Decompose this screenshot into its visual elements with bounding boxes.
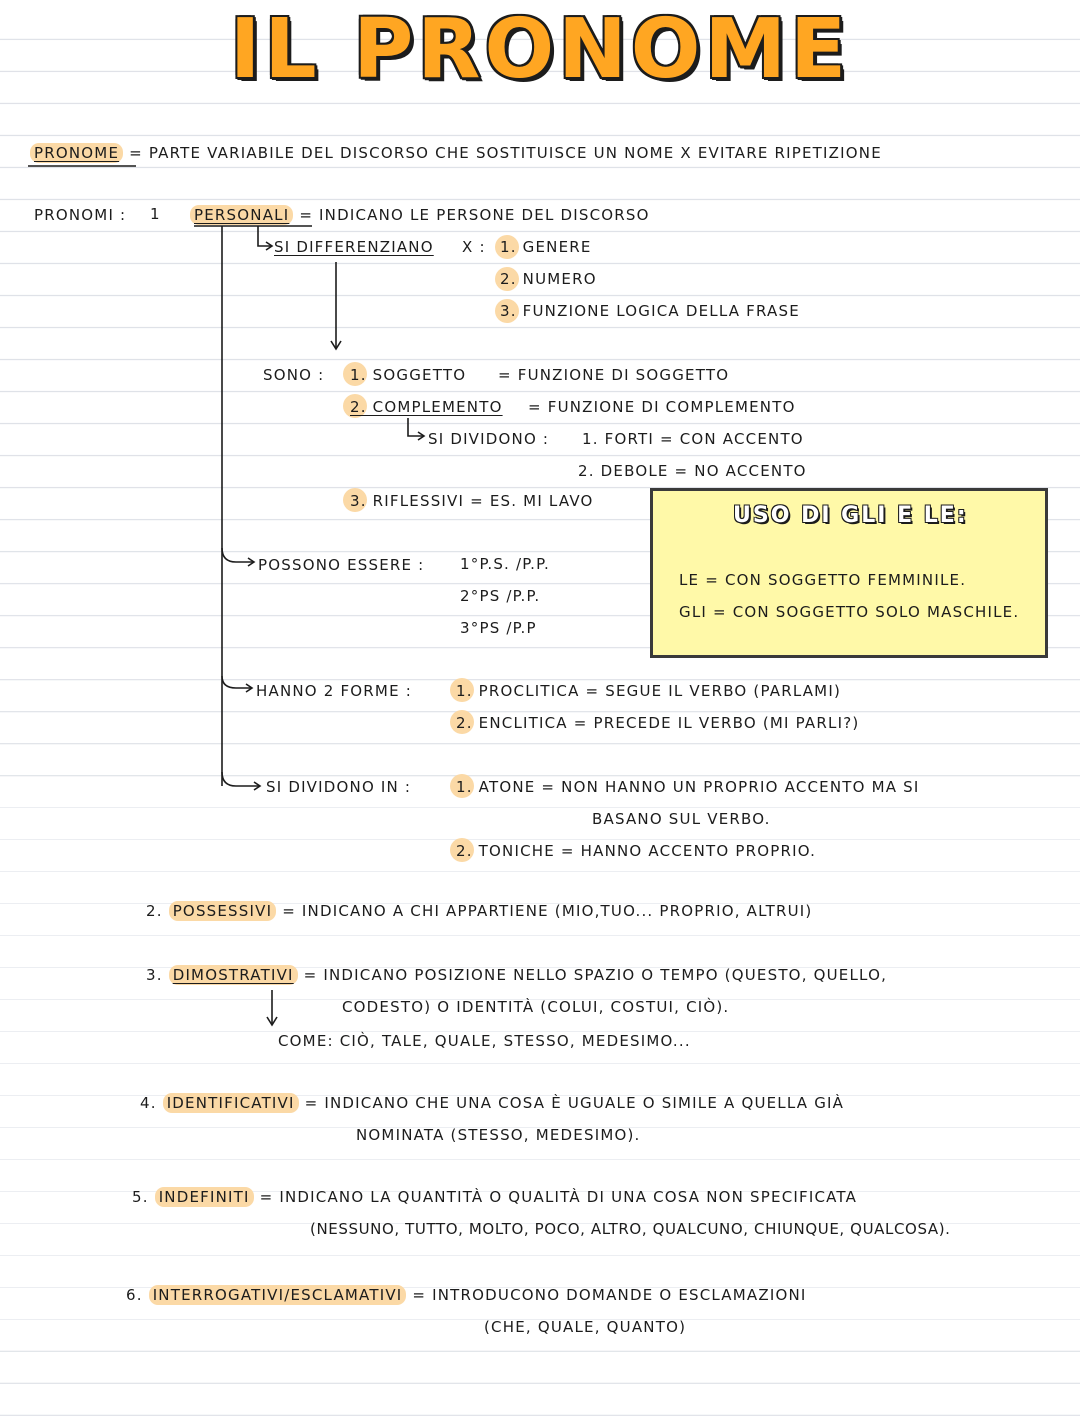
identificativi-term: IDENTIFICATIVI bbox=[163, 1093, 299, 1113]
interrogativi-term: INTERROGATIVI/ESCLAMATIVI bbox=[149, 1285, 407, 1305]
uso-gli: GLI = CON SOGGETTO SOLO MASCHILE. bbox=[679, 603, 1020, 621]
definition-term: PRONOME bbox=[30, 143, 123, 163]
possessivi-def: = INDICANO A CHI APPARTIENE (MIO,TUO... PROPRIO, ALTRUI) bbox=[282, 902, 813, 920]
indefiniti-term: INDEFINITI bbox=[155, 1187, 254, 1207]
personali-def: = INDICANO LE PERSONE DEL DISCORSO bbox=[299, 206, 650, 224]
forti: 1. FORTI = CON ACCENTO bbox=[582, 430, 804, 448]
diff-item: 1. GENERE bbox=[500, 238, 592, 256]
arrow-dividono bbox=[408, 418, 424, 436]
sono-1-def: = FUNZIONE DI SOGGETTO bbox=[498, 366, 730, 384]
forme-label: HANNO 2 FORME : bbox=[256, 682, 412, 700]
forma-2: 2. ENCLITICA = PRECEDE IL VERBO (MI PARLI?) bbox=[456, 714, 860, 732]
indefiniti-def: = INDICANO LA QUANTITÀ O QUALITÀ DI UNA COSA NON SPECIFICATA bbox=[259, 1188, 858, 1206]
dividono-label: SI DIVIDONO : bbox=[428, 430, 550, 448]
arrow-differenziano bbox=[258, 226, 272, 246]
sono-label: SONO : bbox=[263, 366, 325, 384]
dimostrativi-def: = INDICANO POSIZIONE NELLO SPAZIO O TEMPO (QUESTO, QUELLO, bbox=[303, 966, 888, 984]
interrogativi-number: 6. bbox=[126, 1286, 143, 1304]
persona-row: 2°PS /P.P. bbox=[460, 587, 541, 605]
dimostrativi-come: COME: CIÒ, TALE, QUALE, STESSO, MEDESIMO... bbox=[278, 1032, 691, 1050]
branch-forme bbox=[222, 676, 252, 688]
persona-row: 1°P.S. /P.P. bbox=[460, 555, 550, 573]
atone-1b: BASANO SUL VERBO. bbox=[592, 810, 771, 828]
identificativi-number: 4. bbox=[140, 1094, 157, 1112]
diff-item: 2. NUMERO bbox=[500, 270, 597, 288]
atone-label: SI DIVIDONO IN : bbox=[266, 778, 412, 796]
persona-row: 3°PS /P.P bbox=[460, 619, 537, 637]
possono-label: POSSONO ESSERE : bbox=[258, 556, 425, 574]
sono-2-def: = FUNZIONE DI COMPLEMENTO bbox=[528, 398, 796, 416]
possessivi-term: POSSESSIVI bbox=[169, 901, 277, 921]
identificativi-def: = INDICANO CHE UNA COSA È UGUALE O SIMILE A QUELLA GIÀ bbox=[304, 1094, 845, 1112]
dimostrativi-term: DIMOSTRATIVI bbox=[169, 965, 298, 985]
dimostrativi-def2: CODESTO) O IDENTITÀ (COLUI, COSTUI, CIÒ). bbox=[342, 998, 730, 1016]
definition-text: = PARTE VARIABILE DEL DISCORSO CHE SOSTITUISCE UN NOME X EVITARE RIPETIZIONE bbox=[129, 144, 882, 162]
differenziano-x: X : bbox=[462, 238, 486, 256]
riflessivi: 3. RIFLESSIVI = ES. MI LAVO bbox=[350, 492, 594, 510]
interrogativi-def2: (CHE, QUALE, QUANTO) bbox=[484, 1318, 687, 1336]
diff-item: 3. FUNZIONE LOGICA DELLA FRASE bbox=[500, 302, 800, 320]
pronomi-label: PRONOMI : bbox=[34, 206, 127, 224]
differenziano-label: SI DIFFERENZIANO bbox=[274, 238, 434, 256]
identificativi-def2: NOMINATA (STESSO, MEDESIMO). bbox=[356, 1126, 641, 1144]
uso-box-title: USO DI GLI E LE: bbox=[733, 503, 968, 528]
sono-2: 2. COMPLEMENTO bbox=[350, 398, 503, 416]
indefiniti-number: 5. bbox=[132, 1188, 149, 1206]
forma-1: 1. PROCLITICA = SEGUE IL VERBO (PARLAMI) bbox=[456, 682, 841, 700]
personali-term: PERSONALI bbox=[190, 205, 293, 225]
possessivi-number: 2. bbox=[146, 902, 163, 920]
indefiniti-def2: (NESSUNO, TUTTO, MOLTO, POCO, ALTRO, QUALCUNO, CHIUNQUE, QUALCOSA). bbox=[310, 1220, 951, 1238]
atone-1: 1. ATONE = NON HANNO UN PROPRIO ACCENTO MA SI bbox=[456, 778, 920, 796]
deboli: 2. DEBOLE = NO ACCENTO bbox=[578, 462, 807, 480]
uso-le: LE = CON SOGGETTO FEMMINILE. bbox=[679, 571, 967, 589]
interrogativi-def: = INTRODUCONO DOMANDE O ESCLAMAZIONI bbox=[412, 1286, 807, 1304]
personali-number: 1 bbox=[150, 205, 161, 223]
page-title: IL PRONOME bbox=[229, 2, 851, 97]
dimostrativi-number: 3. bbox=[146, 966, 163, 984]
atone-2: 2. TONICHE = HANNO ACCENTO PROPRIO. bbox=[456, 842, 817, 860]
branch-possono bbox=[222, 548, 254, 562]
sono-1: 1. SOGGETTO bbox=[350, 366, 467, 384]
branch-atone bbox=[222, 772, 260, 786]
